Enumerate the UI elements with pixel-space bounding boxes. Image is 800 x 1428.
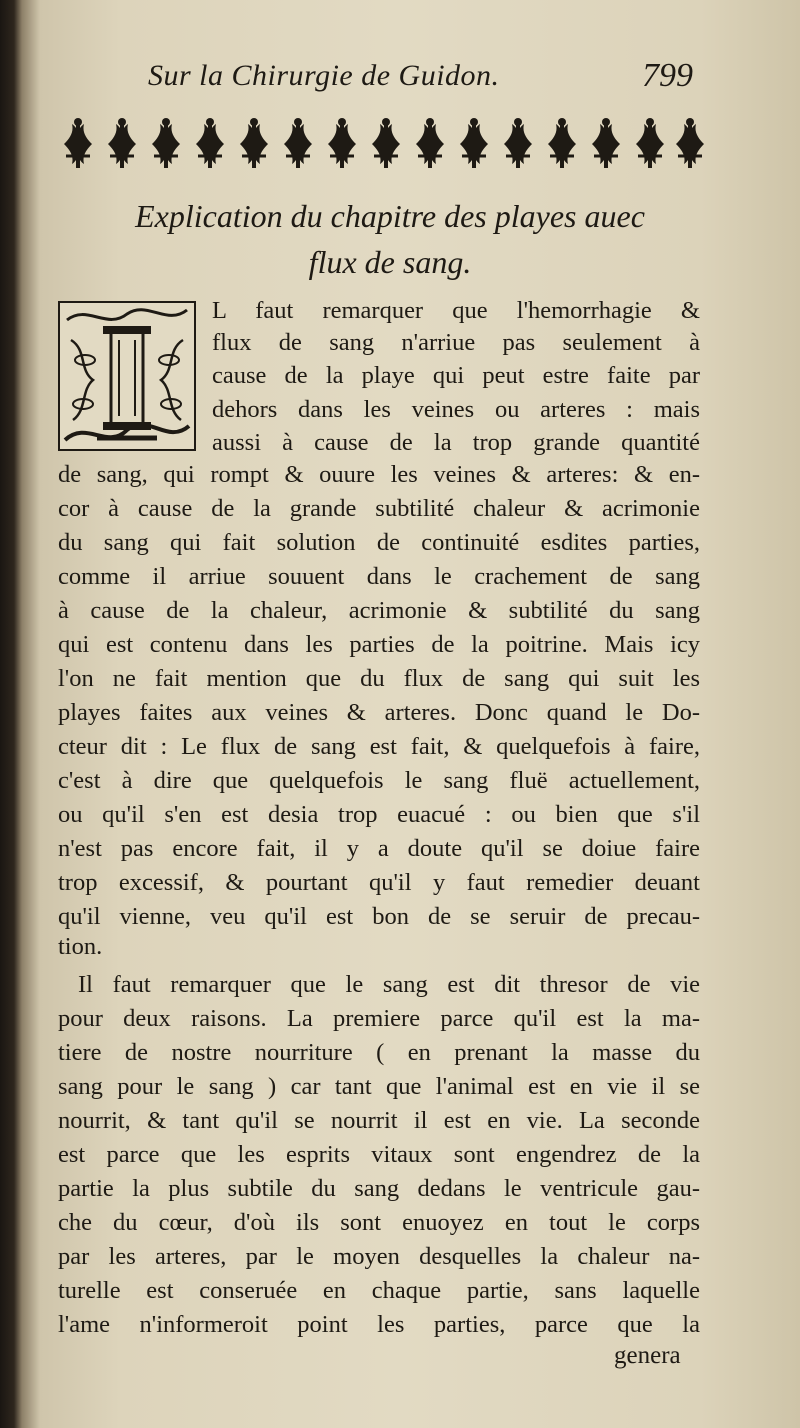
text-line: comme il arriue souuent dans le crachement de sang: [58, 563, 700, 590]
decorated-initial-i: [57, 300, 197, 452]
text-line: pour deux raisons. La premiere parce qu'il est la ma-: [58, 1005, 700, 1032]
page-number: 799: [642, 57, 693, 94]
text-line: flux de sang n'arriue pas seulement à: [212, 329, 700, 356]
text-line: par les arteres, par le moyen desquelles la chaleur na-: [58, 1243, 700, 1270]
text-line: sang pour le sang ) car tant que l'animal est en vie il se: [58, 1073, 700, 1100]
fleuron-ornament-band: [60, 118, 710, 170]
text-line: tion.: [58, 933, 103, 960]
text-line: ou qu'il s'en est desia trop euacué : ou bien que s'il: [58, 801, 700, 828]
page-header: [0, 55, 800, 105]
catchword: genera: [614, 1342, 681, 1369]
text-line: cause de la playe qui peut estre faite par: [212, 362, 700, 389]
text-line: cor à cause de la grande subtilité chaleur & acrimonie: [58, 495, 700, 522]
text-line: du sang qui fait solution de continuité esdites parties,: [58, 529, 700, 556]
text-line: L faut remarquer que l'hemorrhagie &: [212, 297, 700, 324]
text-line: est parce que les esprits vitaux sont engendrez de la: [58, 1141, 700, 1168]
text-line: turelle est conseruée en chaque partie, sans laquelle: [58, 1277, 700, 1304]
text-line: de sang, qui rompt & ouure les veines & arteres: & en-: [58, 461, 700, 488]
text-line: trop excessif, & pourtant qu'il y faut remedier deuant: [58, 869, 700, 896]
text-line: l'on ne fait mention que du flux de sang qui suit les: [58, 665, 700, 692]
text-line: dehors dans les veines ou arteres : mais: [212, 396, 700, 423]
text-line: aussi à cause de la trop grande quantité: [212, 429, 700, 456]
chapter-title-line-2: flux de sang.: [308, 244, 472, 280]
text-line: à cause de la chaleur, acrimonie & subtilité du sang: [58, 597, 700, 624]
chapter-title: [60, 193, 720, 285]
text-line: n'est pas encore fait, il y a doute qu'il se doiue faire: [58, 835, 700, 862]
text-line: playes faites aux veines & arteres. Donc quand le Do-: [58, 699, 700, 726]
text-line: Il faut remarquer que le sang est dit thresor de vie: [78, 971, 700, 998]
text-line: che du cœur, d'où ils sont enuoyez en tout le corps: [58, 1209, 700, 1236]
running-title: Sur la Chirurgie de Guidon.: [148, 59, 500, 92]
text-line: c'est à dire que quelquefois le sang fluë actuellement,: [58, 767, 700, 794]
text-line: l'ame n'informeroit point les parties, parce que la: [58, 1311, 700, 1338]
text-line: nourrit, & tant qu'il se nourrit il est en vie. La seconde: [58, 1107, 700, 1134]
text-line: qu'il vienne, veu qu'il est bon de se seruir de precau-: [58, 903, 700, 930]
text-line: partie la plus subtile du sang dedans le ventricule gau-: [58, 1175, 700, 1202]
text-line: cteur dit : Le flux de sang est fait, & quelquefois à faire,: [58, 733, 700, 760]
text-line: qui est contenu dans les parties de la poitrine. Mais icy: [58, 631, 700, 658]
chapter-title-line-1: Explication du chapitre des playes auec: [135, 198, 645, 234]
text-line: tiere de nostre nourriture ( en prenant la masse du: [58, 1039, 700, 1066]
